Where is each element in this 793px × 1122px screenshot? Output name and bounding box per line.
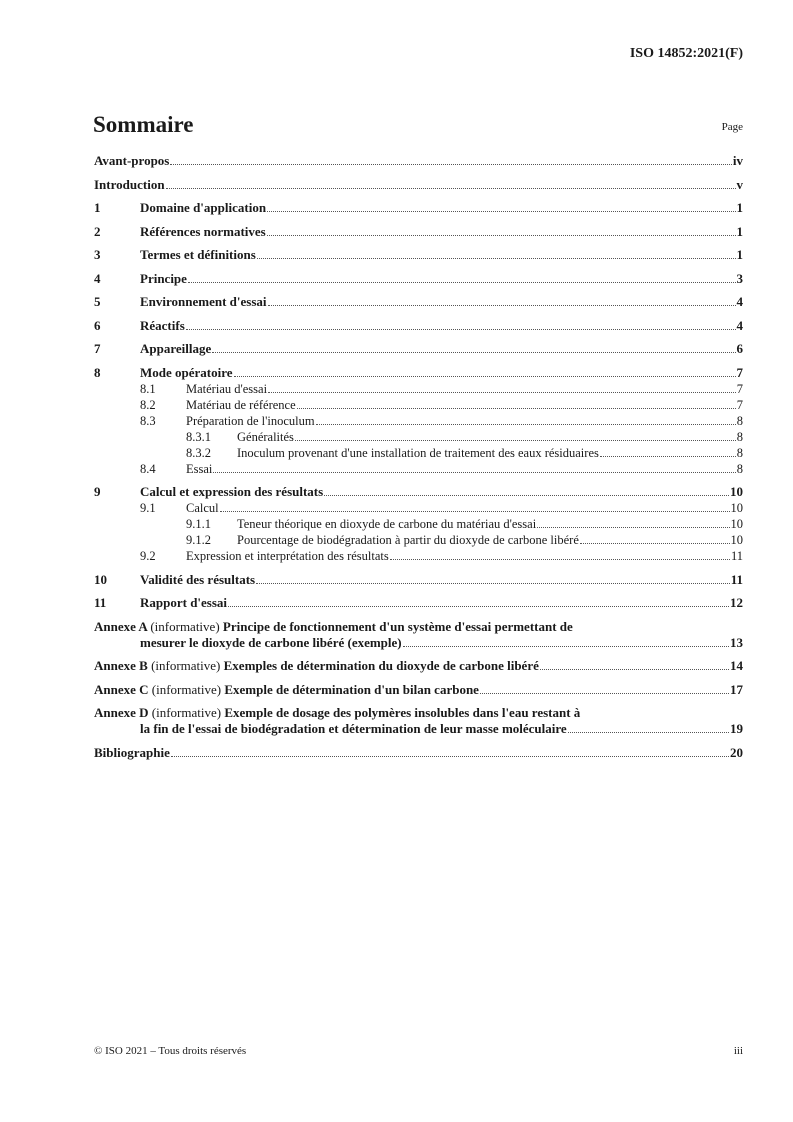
dot-leader — [186, 329, 736, 330]
dot-leader — [316, 424, 736, 425]
toc-entry[interactable] — [94, 294, 743, 310]
toc-entry-title[interactable]: Bibliographie — [94, 744, 170, 760]
toc-entry-title[interactable]: Validité des résultats — [140, 571, 256, 587]
toc-entry[interactable] — [94, 397, 743, 413]
toc-entry[interactable] — [94, 516, 743, 532]
annex-label: Annexe D — [94, 705, 149, 720]
toc-entry-page: 17 — [730, 681, 743, 697]
toc-entry[interactable] — [94, 177, 743, 193]
toc-entry-page: 7 — [736, 397, 743, 412]
toc-entry-page: 1 — [736, 247, 743, 262]
toc-entry-number: 9.1.1 — [186, 517, 211, 531]
dot-leader — [268, 392, 736, 393]
annex-entry[interactable] — [94, 705, 743, 737]
annex-label: Annexe B — [94, 658, 148, 673]
toc-entry-title[interactable]: Environnement d'essai — [140, 294, 267, 309]
toc-entry-number: 9.1.2 — [186, 533, 211, 547]
toc-entry-title[interactable]: Références normatives — [140, 223, 266, 239]
toc-entry-number: 4 — [94, 270, 101, 286]
toc-entry-page: 14 — [730, 658, 743, 673]
dot-leader — [537, 527, 729, 528]
page-title: Sommaire — [93, 112, 194, 137]
toc-entry[interactable] — [94, 429, 743, 445]
toc-entry[interactable] — [94, 365, 743, 381]
dot-leader — [580, 543, 730, 544]
toc-entry-title[interactable]: Préparation de l'inoculum — [186, 413, 315, 428]
toc-entry-number: 8.3.2 — [186, 445, 211, 460]
toc-entry-page: 4 — [736, 294, 743, 309]
dot-leader — [170, 164, 732, 165]
toc-entry-page: 1 — [736, 200, 743, 215]
dot-leader — [540, 669, 729, 670]
dot-leader — [267, 235, 736, 236]
toc-entry-number: 8.3 — [140, 413, 156, 428]
annex-heading-line — [94, 705, 743, 721]
document-id: ISO 14852:2021(F) — [629, 46, 743, 61]
toc-entry-page: 10 — [730, 501, 743, 515]
toc-entry-title[interactable]: Introduction — [94, 176, 165, 192]
toc-entry[interactable] — [94, 381, 743, 397]
toc-entry-page: 13 — [730, 634, 743, 650]
annex-note: (informative) — [151, 705, 222, 720]
toc-entry-number: 11 — [94, 595, 107, 610]
dot-leader — [480, 693, 729, 694]
toc-entry-title[interactable]: Teneur théorique en dioxyde de carbone du matériau d'essai — [237, 517, 537, 531]
toc-entry-title[interactable]: Réactifs — [140, 317, 185, 333]
toc-entry-number: 8.1 — [140, 381, 156, 396]
toc-entry-number: 7 — [94, 341, 101, 356]
toc-entry[interactable] — [94, 548, 743, 564]
annex-entry[interactable] — [94, 658, 743, 674]
toc-entry-page: 11 — [730, 571, 743, 587]
dot-leader — [295, 440, 736, 441]
toc-entry-page: 10 — [730, 484, 743, 499]
toc-entry-page: 8 — [736, 413, 743, 428]
toc-entry-title[interactable]: Domaine d'application — [140, 200, 267, 215]
toc-entry-number: 3 — [94, 247, 101, 262]
annex-title[interactable]: Exemple de dosage des polymères insolubles dans l'eau restant à — [224, 705, 581, 720]
toc-entry-number: 8 — [94, 364, 101, 380]
toc-entry[interactable] — [94, 341, 743, 357]
toc-entry-page: 8 — [736, 461, 743, 476]
toc-entry[interactable] — [94, 532, 743, 548]
toc-entry-title[interactable]: Inoculum provenant d'une installation de traitement des eaux résiduaires — [237, 445, 599, 460]
dot-leader — [166, 188, 736, 189]
dot-leader — [256, 583, 730, 584]
annex-title-line2[interactable]: la fin de l'essai de biodégradation et détermination de leur masse moléculaire — [140, 721, 567, 736]
toc-entry[interactable] — [94, 595, 743, 611]
annex-label: Annexe A — [94, 618, 148, 634]
toc-entry-title[interactable]: Expression et interprétation des résultats — [186, 549, 389, 563]
toc-entry-title[interactable]: Avant-propos — [94, 153, 170, 168]
dot-leader — [188, 282, 736, 283]
toc-entry-page: 19 — [730, 721, 743, 736]
toc-entry[interactable] — [94, 745, 743, 761]
toc-entry[interactable] — [94, 247, 743, 263]
toc-entry-title[interactable]: Matériau de référence — [186, 397, 296, 412]
toc-entry-number: 9.2 — [140, 549, 156, 563]
toc-entry-title[interactable]: Calcul — [186, 501, 219, 515]
table-of-contents — [94, 153, 743, 761]
toc-entry[interactable] — [94, 572, 743, 588]
annex-title-continued — [94, 721, 743, 737]
toc-entry-page: 10 — [730, 533, 743, 547]
toc-entry-number: 10 — [94, 571, 107, 587]
dot-leader — [600, 456, 736, 457]
toc-entry-title[interactable]: Termes et définitions — [140, 247, 256, 262]
footer-page-number: iii — [733, 1045, 743, 1057]
dot-leader — [228, 606, 729, 607]
toc-entry[interactable] — [94, 500, 743, 516]
toc-entry[interactable] — [94, 461, 743, 477]
toc-entry-title[interactable]: Mode opératoire — [140, 364, 233, 380]
toc-entry[interactable] — [94, 445, 743, 461]
toc-entry-page: v — [736, 176, 743, 192]
toc-entry-title[interactable]: Calcul et expression des résultats — [140, 484, 324, 499]
page-column-label: Page — [721, 121, 743, 133]
toc-entry[interactable] — [94, 224, 743, 240]
toc-entry-number: 6 — [94, 317, 101, 333]
annex-heading-line — [94, 619, 743, 635]
dot-leader — [212, 352, 735, 353]
toc-entry-page: 7 — [736, 364, 743, 380]
toc-entry-number: 8.3.1 — [186, 429, 211, 444]
toc-entry-page: 3 — [736, 270, 743, 286]
dot-leader — [220, 511, 730, 512]
dot-leader — [390, 559, 730, 560]
toc-entry-page: 8 — [736, 445, 743, 460]
toc-entry-page: 12 — [730, 595, 743, 610]
toc-entry-title[interactable]: Matériau d'essai — [186, 381, 268, 396]
toc-entry-page: 1 — [736, 223, 743, 239]
toc-entry-number: 9 — [94, 484, 101, 499]
toc-entry-title[interactable]: Généralités — [237, 429, 294, 444]
footer-copyright: © ISO 2021 – Tous droits réservés — [94, 1045, 247, 1057]
dot-leader — [324, 495, 729, 496]
annex-title[interactable]: Principe de fonctionnement d'un système d'essai permettant de — [222, 618, 573, 634]
annex-entry[interactable] — [94, 619, 743, 651]
toc-entry-page: 20 — [730, 744, 743, 760]
annex-title[interactable]: Exemple de détermination d'un bilan carbone — [224, 681, 479, 697]
toc-entry-number: 1 — [94, 200, 101, 215]
toc-entry-number: 5 — [94, 294, 101, 309]
toc-entry[interactable] — [94, 413, 743, 429]
dot-leader — [297, 408, 736, 409]
annex-entry[interactable] — [94, 682, 743, 698]
toc-entry-page: 11 — [730, 549, 743, 563]
toc-entry-title[interactable]: Essai — [186, 461, 213, 476]
dot-leader — [257, 258, 736, 259]
annex-heading — [94, 682, 479, 698]
toc-entry-number: 8.4 — [140, 461, 156, 476]
dot-leader — [403, 646, 729, 647]
toc-entry-page: 8 — [736, 429, 743, 444]
toc-entry-title[interactable]: Appareillage — [140, 341, 212, 356]
toc-entry-title[interactable]: Rapport d'essai — [140, 595, 228, 610]
annex-note: (informative) — [151, 681, 222, 697]
toc-entry-title[interactable]: Principe — [140, 270, 187, 286]
toc-entry-page: 6 — [736, 341, 743, 356]
annex-note: (informative) — [151, 658, 221, 673]
annex-heading-line — [94, 658, 743, 674]
toc-entry[interactable] — [94, 318, 743, 334]
toc-entry-number: 2 — [94, 223, 101, 239]
annex-title-continued — [94, 635, 743, 651]
dot-leader — [213, 472, 735, 473]
annex-title-line2[interactable]: mesurer le dioxyde de carbone libéré (exemple) — [140, 634, 402, 650]
annex-heading — [94, 658, 539, 674]
annex-label: Annexe C — [94, 681, 149, 697]
dot-leader — [234, 376, 736, 377]
toc-entry-page: 7 — [736, 381, 743, 396]
toc-entry-number: 9.1 — [140, 501, 156, 515]
toc-entry[interactable] — [94, 484, 743, 500]
annex-note: (informative) — [150, 618, 220, 634]
dot-leader — [568, 732, 729, 733]
toc-entry-page: 4 — [736, 317, 743, 333]
dot-leader — [171, 756, 729, 757]
dot-leader — [267, 211, 735, 212]
toc-entry-number: 8.2 — [140, 397, 156, 412]
toc-entry-title[interactable]: Pourcentage de biodégradation à partir du dioxyde de carbone libéré — [237, 533, 579, 547]
toc-entry[interactable] — [94, 153, 743, 169]
annex-heading-line — [94, 682, 743, 698]
dot-leader — [268, 305, 736, 306]
toc-entry-page: iv — [732, 153, 743, 168]
toc-entry-page: 10 — [730, 517, 743, 531]
toc-entry[interactable] — [94, 200, 743, 216]
toc-entry[interactable] — [94, 271, 743, 287]
annex-title[interactable]: Exemples de détermination du dioxyde de carbone libéré — [223, 658, 539, 673]
